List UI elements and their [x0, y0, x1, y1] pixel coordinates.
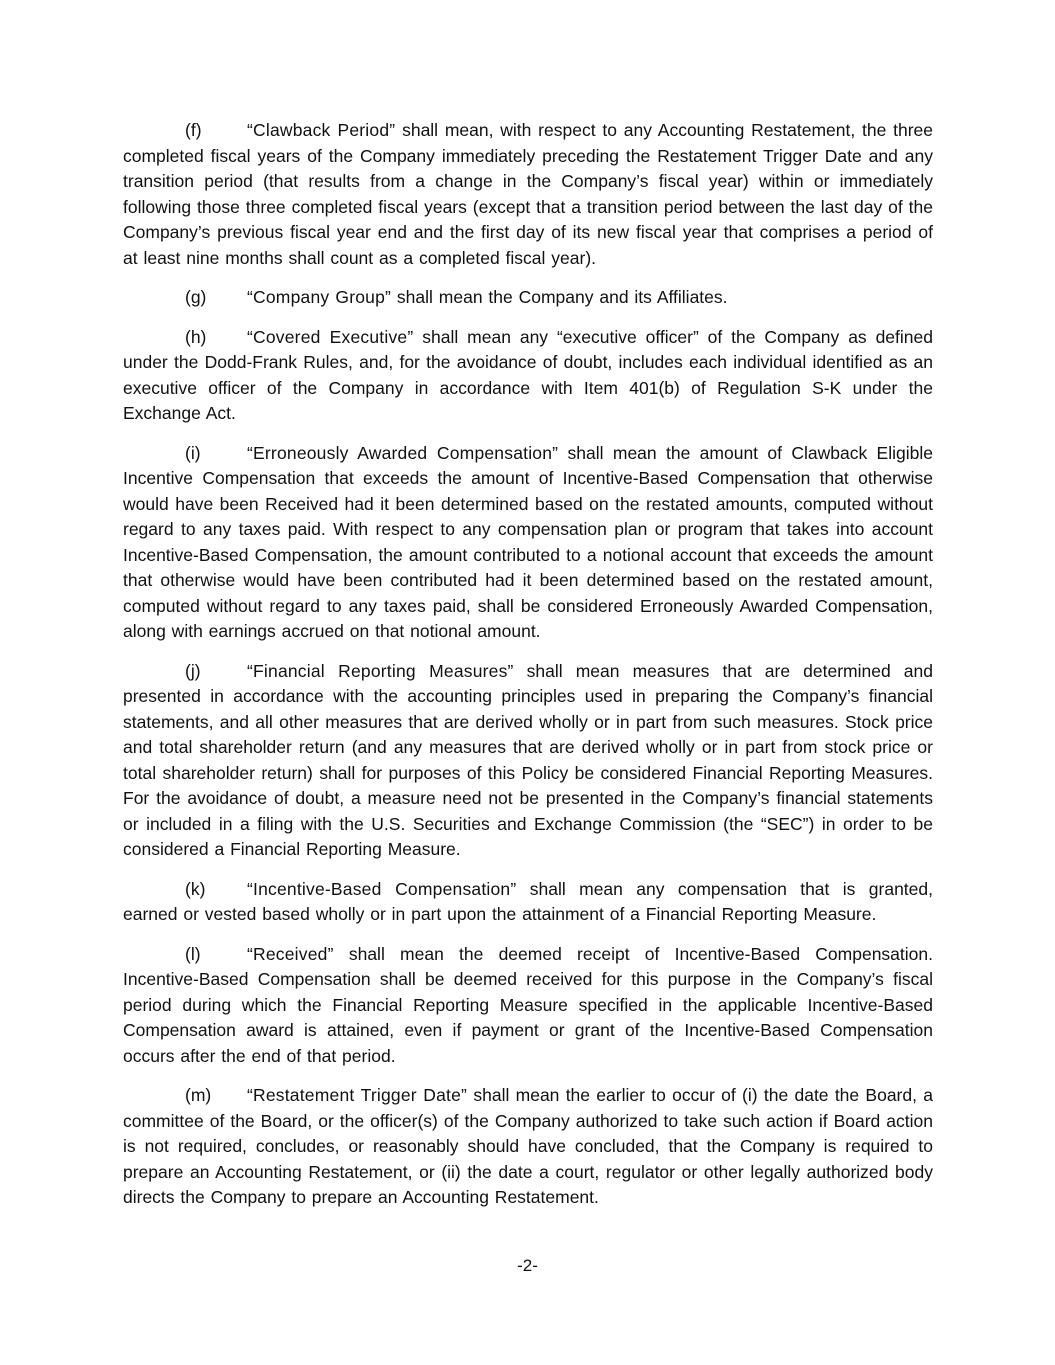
paragraph-label: (l) [185, 943, 201, 964]
paragraph-text: shall mean any “executive officer” of the Company as defined under the Dodd-Frank Rules, and, for the avoidance of doubt, includes each individual identified as an executive officer of the Company in accordance with Item 401(b) of Regulation S-K under the Exchange Act. [123, 326, 933, 423]
paragraph-label: (f) [185, 120, 202, 140]
defined-term: “Covered Executive” [247, 326, 414, 347]
paragraph-label: (h) [185, 326, 207, 347]
definition-paragraph-clawback-period [123, 118, 933, 271]
defined-term: “Company Group” [247, 287, 392, 307]
paragraph-label: (i) [185, 442, 201, 463]
definition-paragraph-company-group [123, 285, 933, 311]
paragraph-label: (m) [185, 1085, 212, 1105]
defined-term: “Incentive-Based Compensation” [247, 878, 517, 899]
defined-term: “Restatement Trigger Date” [247, 1085, 468, 1105]
paragraph-text: shall mean the deemed receipt of Incentive-Based Compensation. Incentive-Based Compensation shall be deemed received for this purpose in the Company’s fiscal period during which the Financial Reporting Measure specified in the applicable Incentive-Based Compensation award is attained, even if payment or grant of the Incentive-Based Compensation occurs after the end of that period. [123, 943, 933, 1066]
paragraph-text: shall mean measures that are determined and presented in accordance with the accounting principles used in preparing the Company’s financial statements, and all other measures that are derived wholly or in part from such measures. Stock price and total shareholder return (and any measures that are derived wholly or in part from stock price or total shareholder return) shall for purposes of this Policy be considered Financial Reporting Measures. For the avoidance of doubt, a measure need not be presented in the Company’s financial statements or included in a filing with the U.S. Securities and Exchange Commission (the “SEC”) in order to be considered a Financial Reporting Measure. [123, 660, 933, 859]
paragraph-label: (k) [185, 878, 206, 899]
defined-term: “Financial Reporting Measures” [247, 660, 514, 681]
definition-paragraph-erroneously-awarded-compensation [123, 441, 933, 645]
defined-term: “Clawback Period” [247, 120, 396, 140]
paragraph-text: shall mean, with respect to any Accounting Restatement, the three completed fiscal years of the Company immediately preceding the Restatement Trigger Date and any transition period (that results from a change in the Company’s fiscal year) within or immediately following those three completed fiscal years (except that a transition period between the last day of the Company’s previous fiscal year end and the first day of its new fiscal year that comprises a period of at least nine months shall count as a completed fiscal year). [123, 120, 933, 268]
definition-paragraph-restatement-trigger-date [123, 1083, 933, 1211]
paragraph-label: (j) [185, 660, 201, 681]
document-body [123, 118, 933, 1225]
defined-term: “Erroneously Awarded Compensation” [247, 442, 559, 463]
definition-paragraph-financial-reporting-measures [123, 659, 933, 863]
paragraph-text: shall mean the amount of Clawback Eligible Incentive Compensation that exceeds the amount of Incentive-Based Compensation that otherwise would have been Received had it been determined based on the restated amounts, computed without regard to any taxes paid. With respect to any compensation plan or program that takes into account Incentive-Based Compensation, the amount contributed to a notional account that exceeds the amount that otherwise would have been contributed had it been determined based on the restated amount, computed without regard to any taxes paid, shall be considered Erroneously Awarded Compensation, along with earnings accrued on that notional amount. [123, 442, 933, 641]
definition-paragraph-received [123, 942, 933, 1070]
page-number: -2- [517, 1256, 538, 1275]
definition-paragraph-covered-executive [123, 325, 933, 427]
paragraph-text: shall mean the Company and its Affiliates. [391, 287, 728, 307]
paragraph-text: shall mean the earlier to occur of (i) the date the Board, a committee of the Board, or the officer(s) of the Company authorized to take such action if Board action is not required, concludes, or reasonably should have concluded, that the Company is required to prepare an Accounting Restatement, or (ii) the date a court, regulator or other legally authorized body directs the Company to prepare an Accounting Restatement. [123, 1085, 933, 1207]
paragraph-label: (g) [185, 287, 207, 307]
definition-paragraph-incentive-based-compensation [123, 877, 933, 928]
paragraph-text: shall mean any compensation that is granted, earned or vested based wholly or in part upon the attainment of a Financial Reporting Measure. [123, 878, 933, 924]
defined-term: “Received” [247, 943, 334, 964]
